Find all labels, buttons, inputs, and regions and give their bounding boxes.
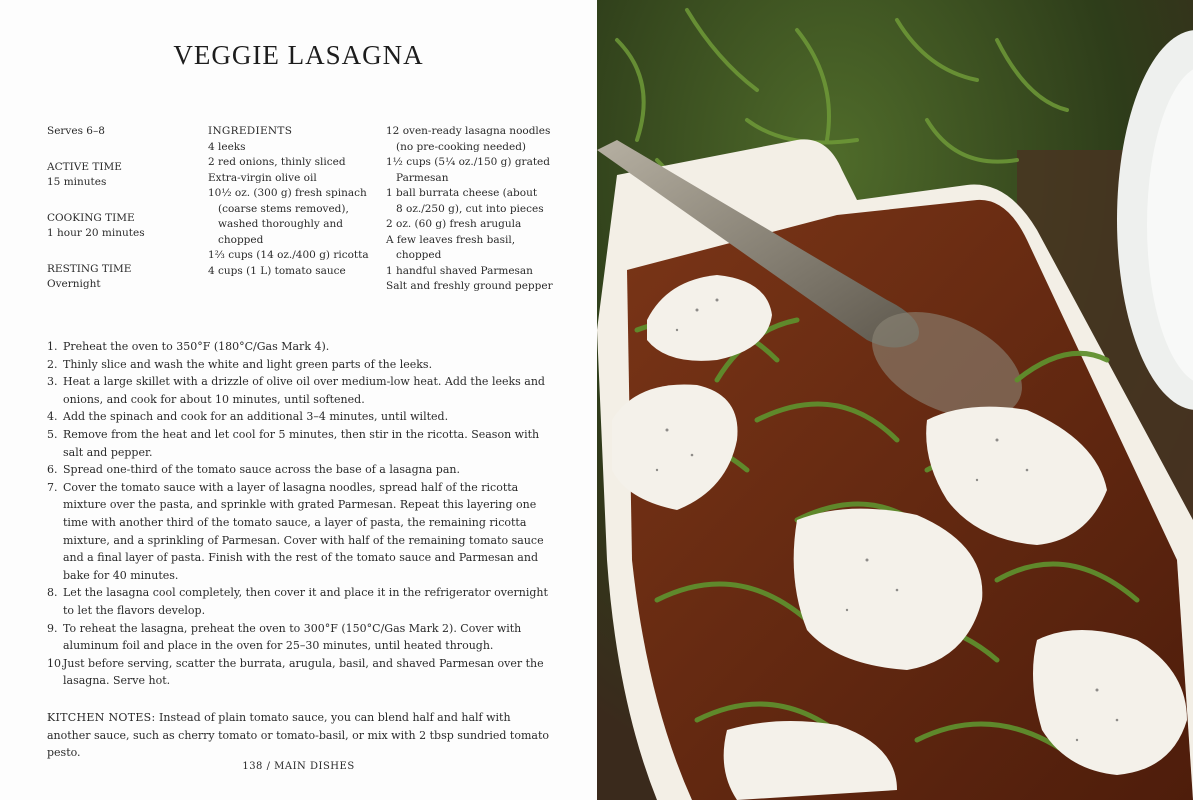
ingredient-line: 1½ cups (5¼ oz./150 g) grated [386,156,550,168]
step-number: 6. [47,463,58,477]
step-number: 4. [47,410,58,424]
kitchen-notes-text: Instead of plain tomato sauce, you can blend half and half with another sauce, such as cherry tomato or tomato-basil, or mix with 2 tbsp sundried tomato pesto. [47,711,550,760]
recipe-title: VEGGIE LASAGNA [173,40,424,70]
ingredient-line: Salt and freshly ground pepper [386,280,553,292]
ingredient-line: 2 oz. (60 g) fresh arugula [386,218,522,230]
ingredients-heading: INGREDIENTS [208,125,293,137]
method-step [47,373,552,408]
step-text: Thinly slice and wash the white and light green parts of the leeks. [63,357,433,371]
method-step [47,479,552,585]
step-number: 2. [47,357,58,371]
page-folio: 138 / MAIN DISHES [242,761,355,772]
method-step [47,426,552,461]
method-step [47,356,552,374]
step-number: 9. [47,621,58,635]
ingredients-column-1 [208,124,373,279]
active-time-label: ACTIVE TIME [47,160,122,173]
method-step [47,584,552,619]
ingredient-line: 1 ball burrata cheese (about [386,187,538,199]
ingredient-line: 8 oz./250 g), cut into pieces [396,202,544,215]
step-text: Spread one-third of the tomato sauce across the base of a lasagna pan. [63,463,460,477]
kitchen-notes-label: KITCHEN NOTES: [47,711,156,724]
ingredient-line: chopped [396,249,442,261]
step-text: Preheat the oven to 350°F (180°C/Gas Mark 4). [63,340,330,353]
ingredient-line: A few leaves fresh basil, [386,233,516,246]
recipe-meta [47,124,187,293]
step-number: 8. [47,586,58,600]
ingredient-line: Parmesan [396,171,449,184]
step-number: 3. [47,375,58,389]
method-step [47,338,552,356]
method-step [47,620,552,655]
step-text: To reheat the lasagna, preheat the oven to 300°F (150°C/Gas Mark 2). Cover with aluminum foil and place in the oven for 25–30 minutes, until heated through. [63,621,522,653]
resting-time-label: RESTING TIME [47,262,132,275]
cooking-time-label: COOKING TIME [47,211,135,224]
kitchen-notes [47,709,557,762]
step-text: Cover the tomato sauce with a layer of lasagna noodles, spread half of the ricotta mixture over the pasta, and sprinkle with grated Parmesan. Repeat this layering one time with another third of the tomato sauce, a layer of pasta, the remaining ricotta mixture, and a sprinkling of Parmesan. Cover with half of the remaining tomato sauce and a final layer of pasta. Finish with the rest of the tomato sauce and Parmesan and bake for 40 minutes. [63,480,544,582]
step-text: Let the lasagna cool completely, then cover it and place it in the refrigerator overnight to let the flavors develop. [63,586,548,617]
ingredient-line: 12 oven-ready lasagna noodles [386,125,551,137]
ingredient-line: 10½ oz. (300 g) fresh spinach [208,187,367,199]
ingredient-line: 4 leeks [208,140,246,153]
ingredients-column-2 [386,124,566,295]
ingredient-line: chopped [218,233,264,246]
ingredient-line: 4 cups (1 L) tomato sauce [208,264,346,277]
ingredient-line: Extra-virgin olive oil [208,171,317,184]
method-step [47,655,552,690]
active-time-value: 15 minutes [47,176,107,188]
step-number: 5. [47,427,58,441]
ingredient-line: (no pre-cooking needed) [396,140,527,153]
ingredient-line: 1⅔ cups (14 oz./400 g) ricotta [208,249,369,261]
step-number: 10. [47,656,65,670]
step-text: Add the spinach and cook for an additional 3–4 minutes, until wilted. [63,410,449,424]
step-number: 7. [47,480,58,494]
serves-text: Serves 6–8 [47,125,105,137]
step-text: Heat a large skillet with a drizzle of olive oil over medium-low heat. Add the leeks and onions, and cook for about 10 minutes, until softened. [63,375,545,406]
resting-time-value: Overnight [47,278,101,290]
step-number: 1. [47,340,58,353]
ingredient-line: washed thoroughly and [218,218,343,230]
method-step [47,461,552,479]
cooking-time-value: 1 hour 20 minutes [47,227,145,239]
method-steps [47,338,552,690]
step-text: Remove from the heat and let cool for 5 minutes, then stir in the ricotta. Season with salt and pepper. [63,427,540,459]
method-step [47,408,552,426]
ingredient-line: 2 red onions, thinly sliced [208,156,346,168]
ingredient-line: (coarse stems removed), [218,202,349,215]
step-text: Just before serving, scatter the burrata, arugula, basil, and shaved Parmesan over the lasagna. Serve hot. [63,656,544,688]
ingredient-line: 1 handful shaved Parmesan [386,264,533,277]
lasagna-photo [597,0,1193,800]
